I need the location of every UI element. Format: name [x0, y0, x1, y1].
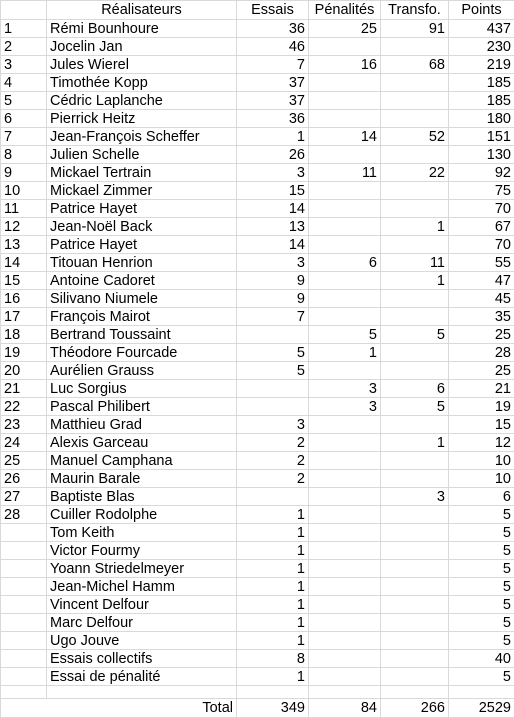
cell-penalites[interactable]	[309, 110, 381, 128]
cell-essais[interactable]: 5	[237, 344, 309, 362]
cell-penalites[interactable]	[309, 650, 381, 668]
cell-name[interactable]: Baptiste Blas	[47, 488, 237, 506]
table-row	[1, 326, 514, 344]
cell-penalites[interactable]	[309, 524, 381, 542]
cell-essais[interactable]: 1	[237, 542, 309, 560]
cell-points[interactable]: 5	[449, 560, 514, 578]
cell-name[interactable]: Yoann Striedelmeyer	[47, 560, 237, 578]
cell-penalites[interactable]	[309, 506, 381, 524]
cell-name[interactable]: Théodore Fourcade	[47, 344, 237, 362]
table-row	[1, 560, 514, 578]
cell-transfo[interactable]: 68	[381, 56, 449, 74]
cell-name[interactable]: Jocelin Jan	[47, 38, 237, 56]
cell-penalites[interactable]	[309, 596, 381, 614]
cell-name[interactable]: Marc Delfour	[47, 614, 237, 632]
table-row	[1, 20, 514, 38]
cell-essais[interactable]	[237, 488, 309, 506]
cell-penalites[interactable]	[309, 308, 381, 326]
cell-name[interactable]: Bertrand Toussaint	[47, 326, 237, 344]
cell-essais[interactable]: 3	[237, 416, 309, 434]
cell-transfo[interactable]	[381, 416, 449, 434]
cell-transfo[interactable]: 1	[381, 272, 449, 290]
cell-points[interactable]: 5	[449, 506, 514, 524]
cell-penalites[interactable]	[309, 74, 381, 92]
cell-penalites[interactable]	[309, 668, 381, 686]
cell-name[interactable]: Jean-Michel Hamm	[47, 578, 237, 596]
table-row	[1, 596, 514, 614]
cell-penalites[interactable]	[309, 236, 381, 254]
cell-points[interactable]: 10	[449, 470, 514, 488]
cell-points[interactable]: 437	[449, 20, 514, 38]
cell-rank[interactable]: 8	[1, 146, 47, 164]
cell-points[interactable]: 47	[449, 272, 514, 290]
table-row	[1, 650, 514, 668]
cell-name[interactable]: Mickael Tertrain	[47, 164, 237, 182]
cell-rank[interactable]: 7	[1, 128, 47, 146]
cell-penalites[interactable]: 11	[309, 164, 381, 182]
cell-essais[interactable]: 9	[237, 272, 309, 290]
table-row	[1, 398, 514, 416]
cell-transfo[interactable]	[381, 308, 449, 326]
cell-rank[interactable]: 24	[1, 434, 47, 452]
cell-penalites[interactable]: 16	[309, 56, 381, 74]
cell-transfo[interactable]	[381, 632, 449, 650]
cell-penalites[interactable]	[309, 146, 381, 164]
cell-name[interactable]: Timothée Kopp	[47, 74, 237, 92]
table-row	[1, 542, 514, 560]
table-row	[1, 236, 514, 254]
empty-cell[interactable]	[449, 686, 514, 699]
total-penalites[interactable]: 84	[309, 699, 381, 718]
table-row	[1, 74, 514, 92]
cell-essais[interactable]: 13	[237, 218, 309, 236]
cell-transfo[interactable]	[381, 146, 449, 164]
cell-essais[interactable]: 1	[237, 578, 309, 596]
cell-transfo[interactable]: 91	[381, 20, 449, 38]
cell-points[interactable]: 35	[449, 308, 514, 326]
cell-penalites[interactable]: 25	[309, 20, 381, 38]
cell-transfo[interactable]: 1	[381, 218, 449, 236]
table-row	[1, 200, 514, 218]
cell-name[interactable]: Pierrick Heitz	[47, 110, 237, 128]
empty-cell[interactable]	[1, 686, 47, 699]
cell-transfo[interactable]: 5	[381, 326, 449, 344]
cell-name[interactable]: Essai de pénalité	[47, 668, 237, 686]
table-row	[1, 380, 514, 398]
table-row	[1, 668, 514, 686]
cell-rank[interactable]	[1, 578, 47, 596]
cell-points[interactable]: 185	[449, 92, 514, 110]
cell-essais[interactable]: 26	[237, 146, 309, 164]
cell-essais[interactable]: 3	[237, 254, 309, 272]
cell-essais[interactable]: 2	[237, 434, 309, 452]
cell-transfo[interactable]	[381, 344, 449, 362]
table-row	[1, 578, 514, 596]
cell-essais[interactable]: 46	[237, 38, 309, 56]
cell-transfo[interactable]	[381, 470, 449, 488]
cell-points[interactable]: 28	[449, 344, 514, 362]
cell-essais[interactable]	[237, 398, 309, 416]
cell-transfo[interactable]	[381, 110, 449, 128]
cell-transfo[interactable]	[381, 236, 449, 254]
cell-points[interactable]: 45	[449, 290, 514, 308]
cell-transfo[interactable]	[381, 506, 449, 524]
cell-rank[interactable]: 12	[1, 218, 47, 236]
cell-rank[interactable]: 27	[1, 488, 47, 506]
table-row	[1, 344, 514, 362]
cell-transfo[interactable]	[381, 38, 449, 56]
cell-name[interactable]: Silivano Niumele	[47, 290, 237, 308]
table-row	[1, 218, 514, 236]
table-row	[1, 38, 514, 56]
cell-rank[interactable]: 18	[1, 326, 47, 344]
cell-name[interactable]: Jean-Noël Back	[47, 218, 237, 236]
cell-penalites[interactable]	[309, 362, 381, 380]
cell-rank[interactable]: 5	[1, 92, 47, 110]
cell-penalites[interactable]	[309, 92, 381, 110]
cell-penalites[interactable]	[309, 200, 381, 218]
cell-points[interactable]: 21	[449, 380, 514, 398]
cell-penalites[interactable]	[309, 218, 381, 236]
cell-rank[interactable]	[1, 614, 47, 632]
cell-name[interactable]: Vincent Delfour	[47, 596, 237, 614]
cell-name[interactable]: Titouan Henrion	[47, 254, 237, 272]
cell-transfo[interactable]	[381, 524, 449, 542]
cell-transfo[interactable]	[381, 596, 449, 614]
cell-rank[interactable]: 6	[1, 110, 47, 128]
cell-rank[interactable]: 21	[1, 380, 47, 398]
cell-transfo[interactable]	[381, 560, 449, 578]
cell-rank[interactable]	[1, 650, 47, 668]
cell-rank[interactable]	[1, 632, 47, 650]
table-row	[1, 416, 514, 434]
total-points[interactable]: 2529	[449, 699, 514, 718]
cell-penalites[interactable]	[309, 560, 381, 578]
cell-penalites[interactable]	[309, 488, 381, 506]
cell-points[interactable]: 5	[449, 668, 514, 686]
cell-transfo[interactable]: 11	[381, 254, 449, 272]
cell-rank[interactable]: 14	[1, 254, 47, 272]
cell-transfo[interactable]	[381, 542, 449, 560]
cell-rank[interactable]: 10	[1, 182, 47, 200]
table-row	[1, 362, 514, 380]
table-row	[1, 308, 514, 326]
cell-rank[interactable]: 17	[1, 308, 47, 326]
cell-essais[interactable]: 36	[237, 110, 309, 128]
header-name[interactable]: Réalisateurs	[47, 1, 237, 20]
cell-penalites[interactable]	[309, 542, 381, 560]
cell-rank[interactable]	[1, 542, 47, 560]
cell-penalites[interactable]: 5	[309, 326, 381, 344]
cell-name[interactable]: Essais collectifs	[47, 650, 237, 668]
cell-points[interactable]: 5	[449, 596, 514, 614]
cell-points[interactable]: 180	[449, 110, 514, 128]
cell-essais[interactable]: 36	[237, 20, 309, 38]
cell-name[interactable]: Patrice Hayet	[47, 236, 237, 254]
cell-name[interactable]: Luc Sorgius	[47, 380, 237, 398]
cell-rank[interactable]: 16	[1, 290, 47, 308]
cell-points[interactable]: 55	[449, 254, 514, 272]
cell-essais[interactable]: 15	[237, 182, 309, 200]
cell-rank[interactable]: 23	[1, 416, 47, 434]
cell-points[interactable]: 15	[449, 416, 514, 434]
cell-name[interactable]: Maurin Barale	[47, 470, 237, 488]
table-row	[1, 272, 514, 290]
cell-points[interactable]: 5	[449, 614, 514, 632]
cell-essais[interactable]: 1	[237, 632, 309, 650]
cell-points[interactable]: 230	[449, 38, 514, 56]
cell-name[interactable]: Alexis Garceau	[47, 434, 237, 452]
cell-points[interactable]: 75	[449, 182, 514, 200]
cell-rank[interactable]: 11	[1, 200, 47, 218]
header-row	[1, 1, 514, 20]
cell-name[interactable]: Tom Keith	[47, 524, 237, 542]
cell-name[interactable]: Julien Schelle	[47, 146, 237, 164]
empty-cell[interactable]	[237, 686, 309, 699]
cell-penalites[interactable]	[309, 182, 381, 200]
table-row	[1, 434, 514, 452]
cell-name[interactable]: Patrice Hayet	[47, 200, 237, 218]
empty-cell[interactable]	[309, 686, 381, 699]
cell-essais[interactable]: 37	[237, 74, 309, 92]
cell-essais[interactable]: 1	[237, 668, 309, 686]
cell-essais[interactable]: 14	[237, 200, 309, 218]
cell-transfo[interactable]	[381, 92, 449, 110]
cell-points[interactable]: 185	[449, 74, 514, 92]
cell-essais[interactable]: 1	[237, 560, 309, 578]
cell-essais[interactable]: 8	[237, 650, 309, 668]
cell-transfo[interactable]: 1	[381, 434, 449, 452]
cell-transfo[interactable]	[381, 182, 449, 200]
total-row	[1, 699, 514, 718]
cell-transfo[interactable]: 5	[381, 398, 449, 416]
cell-points[interactable]: 25	[449, 326, 514, 344]
cell-transfo[interactable]	[381, 650, 449, 668]
cell-name[interactable]: Mickael Zimmer	[47, 182, 237, 200]
cell-transfo[interactable]	[381, 452, 449, 470]
cell-name[interactable]: Jean-François Scheffer	[47, 128, 237, 146]
cell-name[interactable]: Jules Wierel	[47, 56, 237, 74]
cell-rank[interactable]: 22	[1, 398, 47, 416]
cell-transfo[interactable]: 6	[381, 380, 449, 398]
table-row	[1, 524, 514, 542]
cell-name[interactable]: François Mairot	[47, 308, 237, 326]
cell-essais[interactable]: 7	[237, 308, 309, 326]
cell-rank[interactable]: 15	[1, 272, 47, 290]
cell-essais[interactable]: 37	[237, 92, 309, 110]
cell-penalites[interactable]	[309, 632, 381, 650]
cell-penalites[interactable]: 1	[309, 344, 381, 362]
table-row	[1, 110, 514, 128]
cell-rank[interactable]: 26	[1, 470, 47, 488]
cell-name[interactable]: Victor Fourmy	[47, 542, 237, 560]
cell-rank[interactable]: 2	[1, 38, 47, 56]
table-row	[1, 614, 514, 632]
cell-transfo[interactable]	[381, 200, 449, 218]
cell-name[interactable]: Cédric Laplanche	[47, 92, 237, 110]
cell-name[interactable]: Antoine Cadoret	[47, 272, 237, 290]
table-row	[1, 488, 514, 506]
spacer-row	[1, 686, 514, 699]
table-row	[1, 290, 514, 308]
cell-penalites[interactable]: 14	[309, 128, 381, 146]
cell-transfo[interactable]	[381, 290, 449, 308]
table-row	[1, 452, 514, 470]
cell-penalites[interactable]	[309, 290, 381, 308]
cell-penalites[interactable]	[309, 272, 381, 290]
cell-rank[interactable]	[1, 596, 47, 614]
table-row	[1, 164, 514, 182]
cell-points[interactable]: 130	[449, 146, 514, 164]
table-row	[1, 128, 514, 146]
cell-penalites[interactable]	[309, 578, 381, 596]
cell-points[interactable]: 151	[449, 128, 514, 146]
empty-cell[interactable]	[47, 686, 237, 699]
table-row	[1, 56, 514, 74]
cell-transfo[interactable]	[381, 668, 449, 686]
cell-points[interactable]: 219	[449, 56, 514, 74]
cell-points[interactable]: 10	[449, 452, 514, 470]
cell-name[interactable]: Ugo Jouve	[47, 632, 237, 650]
cell-rank[interactable]: 3	[1, 56, 47, 74]
cell-rank[interactable]: 13	[1, 236, 47, 254]
header-penalites[interactable]: Pénalités	[309, 1, 381, 20]
cell-penalites[interactable]	[309, 470, 381, 488]
cell-rank[interactable]: 9	[1, 164, 47, 182]
cell-essais[interactable]: 1	[237, 506, 309, 524]
cell-transfo[interactable]	[381, 362, 449, 380]
cell-points[interactable]: 5	[449, 632, 514, 650]
cell-penalites[interactable]: 3	[309, 398, 381, 416]
cell-name[interactable]: Cuiller Rodolphe	[47, 506, 237, 524]
cell-transfo[interactable]: 22	[381, 164, 449, 182]
cell-essais[interactable]: 7	[237, 56, 309, 74]
cell-penalites[interactable]	[309, 434, 381, 452]
cell-points[interactable]: 67	[449, 218, 514, 236]
total-transfo[interactable]: 266	[381, 699, 449, 718]
header-essais[interactable]: Essais	[237, 1, 309, 20]
table-row	[1, 182, 514, 200]
cell-rank[interactable]: 1	[1, 20, 47, 38]
cell-points[interactable]: 5	[449, 542, 514, 560]
cell-essais[interactable]: 14	[237, 236, 309, 254]
cell-name[interactable]: Manuel Camphana	[47, 452, 237, 470]
cell-transfo[interactable]	[381, 614, 449, 632]
cell-rank[interactable]: 28	[1, 506, 47, 524]
cell-penalites[interactable]	[309, 614, 381, 632]
cell-points[interactable]: 5	[449, 578, 514, 596]
cell-name[interactable]: Rémi Bounhoure	[47, 20, 237, 38]
cell-rank[interactable]: 25	[1, 452, 47, 470]
cell-rank[interactable]	[1, 524, 47, 542]
cell-essais[interactable]	[237, 380, 309, 398]
table-row	[1, 506, 514, 524]
cell-transfo[interactable]	[381, 74, 449, 92]
cell-points[interactable]: 92	[449, 164, 514, 182]
cell-name[interactable]: Aurélien Grauss	[47, 362, 237, 380]
empty-cell[interactable]	[381, 686, 449, 699]
cell-essais[interactable]: 3	[237, 164, 309, 182]
table-row	[1, 92, 514, 110]
cell-essais[interactable]: 2	[237, 452, 309, 470]
cell-essais[interactable]: 1	[237, 524, 309, 542]
cell-penalites[interactable]: 6	[309, 254, 381, 272]
cell-transfo[interactable]	[381, 578, 449, 596]
cell-points[interactable]: 70	[449, 236, 514, 254]
cell-points[interactable]: 5	[449, 524, 514, 542]
cell-essais[interactable]: 1	[237, 128, 309, 146]
header-points[interactable]: Points	[449, 1, 514, 20]
table-row	[1, 470, 514, 488]
cell-rank[interactable]	[1, 560, 47, 578]
cell-name[interactable]: Pascal Philibert	[47, 398, 237, 416]
total-label[interactable]: Total	[1, 699, 237, 718]
table-row	[1, 254, 514, 272]
cell-transfo[interactable]: 52	[381, 128, 449, 146]
cell-penalites[interactable]: 3	[309, 380, 381, 398]
cell-points[interactable]: 40	[449, 650, 514, 668]
header-rank[interactable]	[1, 1, 47, 20]
cell-points[interactable]: 19	[449, 398, 514, 416]
cell-penalites[interactable]	[309, 452, 381, 470]
total-essais[interactable]: 349	[237, 699, 309, 718]
cell-points[interactable]: 70	[449, 200, 514, 218]
cell-transfo[interactable]: 3	[381, 488, 449, 506]
cell-penalites[interactable]	[309, 416, 381, 434]
table-row	[1, 146, 514, 164]
cell-rank[interactable]: 19	[1, 344, 47, 362]
cell-essais[interactable]: 5	[237, 362, 309, 380]
cell-rank[interactable]: 4	[1, 74, 47, 92]
cell-essais[interactable]	[237, 326, 309, 344]
cell-points[interactable]: 12	[449, 434, 514, 452]
cell-essais[interactable]: 1	[237, 596, 309, 614]
header-transfo[interactable]: Transfo.	[381, 1, 449, 20]
cell-points[interactable]: 25	[449, 362, 514, 380]
cell-essais[interactable]: 1	[237, 614, 309, 632]
cell-name[interactable]: Matthieu Grad	[47, 416, 237, 434]
cell-essais[interactable]: 2	[237, 470, 309, 488]
table-row	[1, 632, 514, 650]
cell-essais[interactable]: 9	[237, 290, 309, 308]
cell-penalites[interactable]	[309, 38, 381, 56]
cell-rank[interactable]	[1, 668, 47, 686]
cell-points[interactable]: 6	[449, 488, 514, 506]
cell-rank[interactable]: 20	[1, 362, 47, 380]
